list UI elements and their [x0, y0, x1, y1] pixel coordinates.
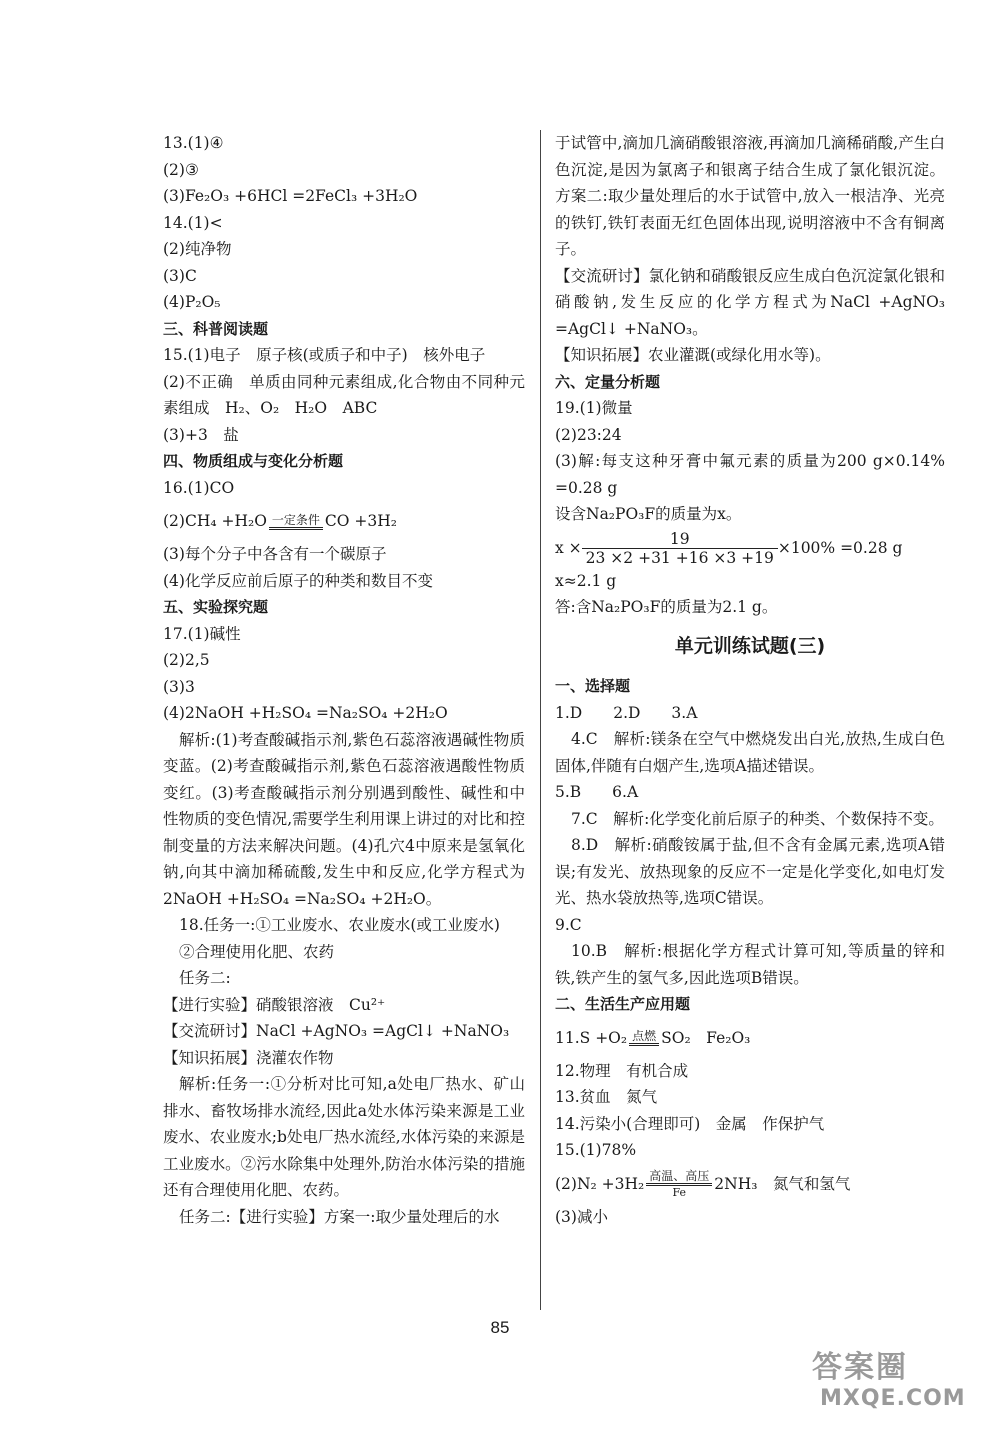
right-column [555, 130, 945, 1230]
paragraph: 解析:任务一:①分析对比可知,a处电厂热水、矿山排水、畜牧场排水流经,因此a处水体污染来源是工业废水、农业废水;b处电厂热水流经,水体污染的来源是工业废水。②污水除集中处理外,防治水体污染的措施还有合理使用化肥、农药。 [163, 1075, 525, 1199]
text-line: 14.污染小(合理即可) 金属 作保护气 [555, 1114, 825, 1133]
paragraph: 10.B 解析:根据化学方程式计算可知,等质量的锌和铁,铁产生的氢气多,因此选项B错误。 [555, 942, 945, 987]
equals-bar [629, 1043, 659, 1047]
page-number: 85 [490, 1318, 510, 1337]
paragraph: 解析:(1)考查酸碱指示剂,紫色石蕊溶液遇碱性物质变蓝。(2)考查酸碱指示剂,紫色石蕊溶液遇酸性物质变红。(3)考查酸碱指示剂分别遇到酸性、碱性和中性物质的变色情况,需要学生利用课上讲过的对比和控制变量的方法来解决问题。(4)孔穴4中原来是氢氧化钠,向其中滴加稀硫酸,发生中和反应,化学方程式为2NaOH +H₂SO₄ =Na₂SO₄ +2H₂O。 [163, 730, 525, 908]
reaction-condition: 一定条件 [271, 512, 320, 527]
reaction-arrow [269, 514, 323, 531]
equals-bar [269, 527, 323, 531]
text-line: 15.(1)78% [555, 1141, 637, 1159]
text-line: 13.(1)④ [163, 134, 224, 152]
text-line: (2)23:24 [555, 425, 622, 444]
text-line: 18.任务一:①工业废水、农业废水(或工业废水) [179, 916, 500, 934]
text-line: (3)C [163, 266, 197, 285]
paragraph: 【交流研讨】氯化钠和硝酸银反应生成白色沉淀氯化银和硝酸钠,发生反应的化学方程式为NaCl +AgNO₃ =AgCl↓ +NaNO₃。 [555, 266, 945, 338]
text-line: x≈2.1 g [555, 571, 617, 590]
paragraph: 8.D 解析:硝酸铵属于盐,但不含有金属元素,选项A错误;有发光、放热现象的反应不一定是化学变化,如电灯发光、热水袋放热等,选项C错误。 [555, 836, 945, 907]
catalyst-label: Fe [672, 1186, 687, 1199]
text-line: (4)2NaOH +H₂SO₄ =Na₂SO₄ +2H₂O [163, 704, 448, 722]
text-line: (3)+3 盐 [163, 425, 239, 444]
reaction-arrow [629, 1030, 659, 1047]
watermark-logo [812, 1340, 966, 1420]
text-line: 【交流研讨】NaCl +AgNO₃ =AgCl↓ +NaNO₃ [163, 1022, 510, 1040]
equation-left: (2)CH₄ +H₂O [163, 512, 267, 530]
text-line: (4)化学反应前后原子的种类和数目不变 [163, 571, 433, 590]
unit-title: 单元训练试题(三) [674, 634, 826, 657]
fraction-denominator: 23 ×2 +31 +16 ×3 +19 [585, 549, 774, 567]
text-line: (2)2,5 [163, 651, 210, 669]
text-line: 12.物理 有机合成 [555, 1061, 689, 1080]
text-line: (2)③ [163, 160, 199, 179]
text-line: (3)Fe₂O₃ +6HCl =2FeCl₃ +3H₂O [163, 187, 418, 205]
text-line: 13.贫血 氮气 [555, 1088, 658, 1106]
fraction [582, 530, 778, 567]
section-heading: 五、实验探究题 [163, 598, 269, 616]
equation-left: 11.S +O₂ [555, 1028, 628, 1047]
text-line: 【进行实验】硝酸银溶液 Cu²⁺ [163, 995, 386, 1014]
paragraph: 4.C 解析:镁条在空气中燃烧发出白光,放热,生成白色固体,伴随有白烟产生,选项A描述错误。 [555, 730, 945, 775]
text-line: 任务二: [179, 969, 231, 987]
text-line: 17.(1)碱性 [163, 624, 241, 643]
text-line: (4)P₂O₅ [163, 293, 221, 311]
left-column [163, 130, 525, 1230]
text-line: 14.(1)< [163, 213, 223, 232]
paragraph: 7.C 解析:化学变化前后原子的种类、个数保持不变。 [571, 809, 944, 828]
equation-line [163, 501, 525, 541]
text-line: 9.C [555, 915, 582, 934]
equation-right: 2NH₃ 氮气和氢气 [714, 1174, 851, 1193]
equation-left: (2)N₂ +3H₂ [555, 1174, 645, 1193]
reaction-arrow [646, 1170, 712, 1199]
column-divider [540, 130, 541, 1310]
text-line: (3)3 [163, 677, 195, 696]
reaction-condition: 高温、高压 [649, 1169, 710, 1183]
section-heading: 二、生活生产应用题 [555, 995, 691, 1013]
section-heading: 一、选择题 [555, 677, 631, 695]
equation-right: SO₂ Fe₂O₃ [661, 1028, 751, 1047]
fraction-suffix: ×100% =0.28 g [777, 538, 903, 557]
text-line: 【知识拓展】农业灌溉(或绿化用水等)。 [555, 346, 831, 364]
paragraph: 15.(1)电子 原子核(或质子和中子) 核外电子 [163, 346, 486, 364]
fraction-prefix: x × [555, 538, 582, 557]
section-heading: 六、定量分析题 [555, 372, 661, 391]
paragraph: (2)不正确 单质由同种元素组成,化合物由不同种元素组成 H₂、O₂ H₂O ABC [163, 372, 525, 417]
text-line: ②合理使用化肥、农药 [179, 942, 335, 961]
paragraph: 于试管中,滴加几滴硝酸银溶液,再滴加几滴稀硝酸,产生白色沉淀,是因为氯离子和银离子结合生成了氯化银沉淀。方案二:取少量处理后的水于试管中,放入一根洁净、光亮的铁钉,铁钉表面无红色固体出现,说明溶液中不含有铜离子。 [555, 134, 945, 258]
text-line: (3)减小 [555, 1207, 608, 1226]
text-line: 【知识拓展】浇灌农作物 [163, 1048, 334, 1067]
equation-line [555, 1018, 945, 1058]
text-line: 答:含Na₂PO₃F的质量为2.1 g。 [555, 598, 778, 616]
fraction-equation [555, 528, 945, 568]
text-line: (3)每个分子中各含有一个碳原子 [163, 545, 387, 563]
watermark-top-text: 答案圈 [812, 1350, 908, 1385]
section-heading: 四、物质组成与变化分析题 [163, 452, 344, 470]
text-line: 16.(1)CO [163, 478, 235, 497]
equation-line [555, 1164, 945, 1204]
section-heading: 三、科普阅读题 [163, 319, 269, 338]
text-line: 19.(1)微量 [555, 399, 633, 417]
text-line: 1.D 2.D 3.A [555, 703, 698, 722]
reaction-condition: 点燃 [632, 1029, 657, 1043]
text-line: (2)纯净物 [163, 240, 232, 258]
equation-right: CO +3H₂ [324, 512, 397, 530]
fraction-numerator: 19 [582, 530, 778, 549]
text-line: 任务二:【进行实验】方案一:取少量处理后的水 [179, 1207, 500, 1226]
text-line: 设含Na₂PO₃F的质量为x。 [555, 505, 742, 523]
paragraph: (3)解:每支这种牙膏中氟元素的质量为200 g×0.14% =0.28 g [555, 452, 945, 497]
text-line: 5.B 6.A [555, 783, 639, 801]
watermark-url-text: MXQE.COM [820, 1386, 966, 1411]
